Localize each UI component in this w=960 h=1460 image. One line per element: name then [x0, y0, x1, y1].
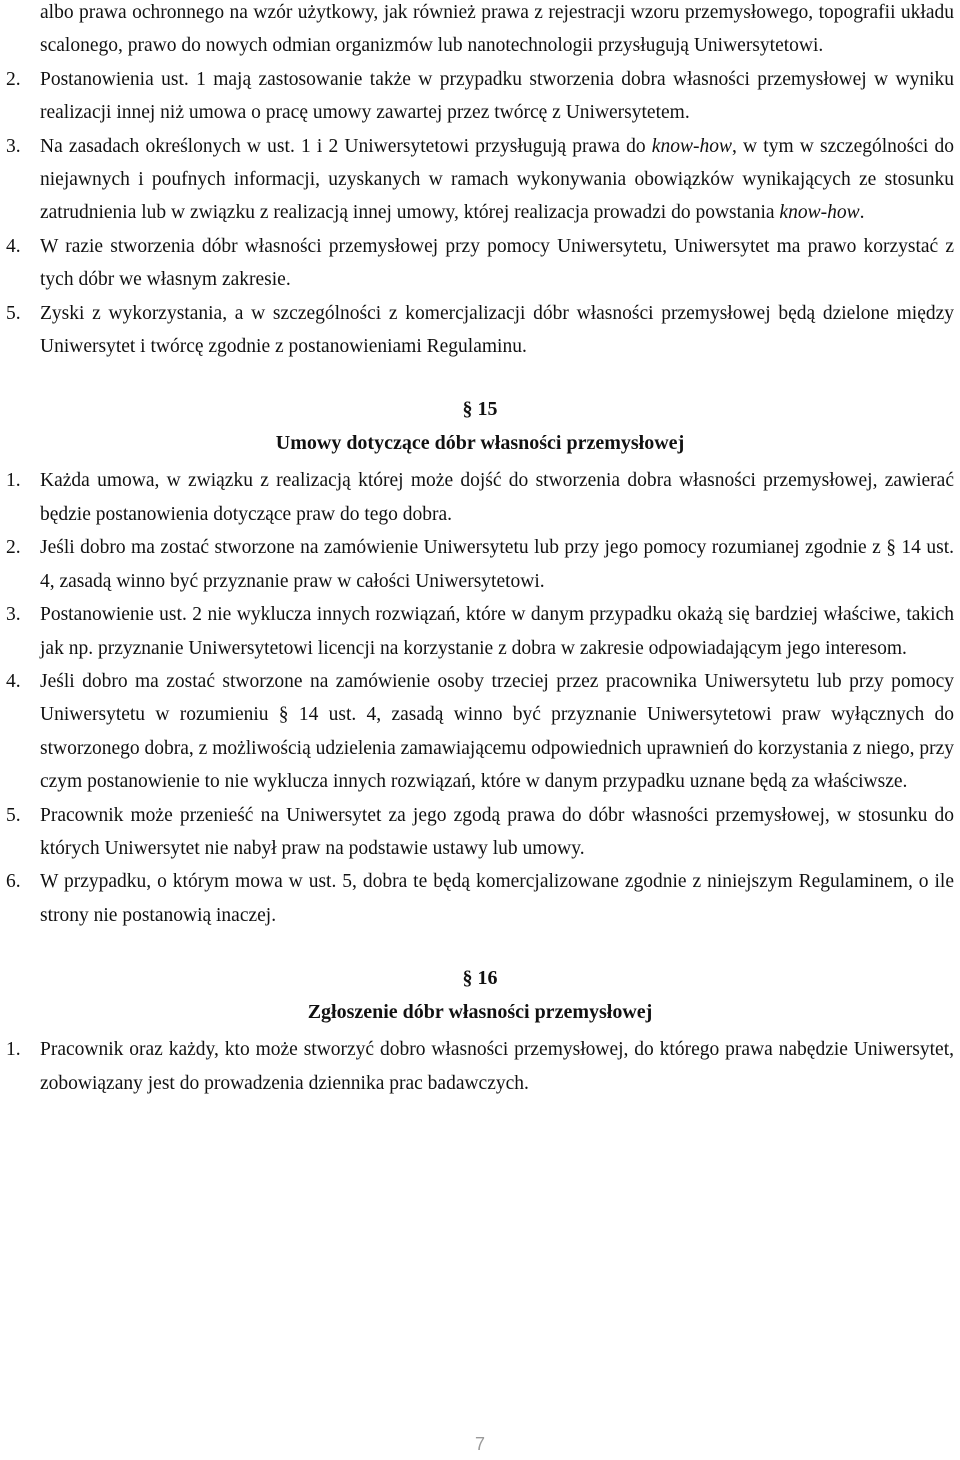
- section16-title: Zgłoszenie dóbr własności przemysłowej: [307, 1001, 653, 1024]
- item-number: 4.: [6, 235, 21, 257]
- section14-item-4: [0, 230, 954, 297]
- item-text: Jeśli dobro ma zostać stworzone na zamówienie Uniwersytetu lub przy jego pomocy rozumianej zgodnie z § 14 ust. 4, zasadą winno być przyznanie praw w całości Uniwersytetowi.: [40, 537, 954, 592]
- paragraph-text: albo prawa ochronnego na wzór użytkowy, jak również prawa z rejestracji wzoru przemysłowego, topografii układu scalonego, prawo do nowych odmian organizmów lub nanotechnologii przysługują Uniwersytetowi.: [40, 2, 954, 57]
- item-text: Każda umowa, w związku z realizacją której może dojść do stworzenia dobra własności przemysłowej, zawierać będzie postanowienia dotyczące praw do tego dobra.: [40, 470, 954, 525]
- item-text: W przypadku, o którym mowa w ust. 5, dobra te będą komercjalizowane zgodnie z niniejszym Regulaminem, o ile strony nie postanowią inaczej.: [40, 871, 954, 926]
- item-text: Jeśli dobro ma zostać stworzone na zamówienie osoby trzeciej przez pracownika Uniwersytetu lub przy pomocy Uniwersytetu w rozumieniu § 14 ust. 4, zasadą winno być przyznanie Uniwersytetowi praw wyłącznych do stworzonego dobra, z możliwością udzielenia zamawiającemu odpowiednich uprawnień do korzystania z niego, przy czym postanowienie to nie wyklucza innych rozwiązań, które w danym przypadku uznane będą za właściwsze.: [40, 670, 955, 793]
- item-text: Postanowienie ust. 2 nie wyklucza innych rozwiązań, które w danym przypadku okażą się bardziej właściwe, takich jak np. przyznanie Uniwersytetowi licencji na korzystanie z dobra w zakresie odpowiadającym jego interesom.: [40, 604, 954, 659]
- item-number: 2.: [6, 537, 21, 559]
- section15-item-4: [0, 665, 954, 799]
- item-text-part: , w tym w szczególności do niejawnych i poufnych informacji, uzyskanych w ramach wykonywania obowiązków wynikających ze stosunku zatrudnienia lub w związku z realizacją innej umowy, której realizacja prowadzi do powstania: [40, 135, 954, 224]
- item-number: 4.: [6, 670, 21, 692]
- section15-number: § 15: [462, 398, 498, 421]
- section15-item-6: [0, 865, 954, 932]
- section15-item-2: [0, 531, 954, 598]
- item-text: W razie stworzenia dóbr własności przemysłowej przy pomocy Uniwersytetu, Uniwersytet ma prawo korzystać z tych dóbr we własnym zakresie.: [40, 235, 954, 291]
- section15-item-3: [0, 598, 954, 665]
- item-number: 3.: [6, 604, 21, 626]
- item-text: Pracownik oraz każdy, kto może stworzyć dobro własności przemysłowej, do którego prawa nabędzie Uniwersytet, zobowiązany jest do prowadzenia dziennika prac badawczych.: [40, 1039, 954, 1094]
- page-number: 7: [474, 1434, 485, 1454]
- item-number: 5.: [6, 302, 21, 324]
- item-number: 3.: [6, 135, 21, 157]
- section16-item-1: [0, 1033, 954, 1100]
- section15-item-1: [0, 464, 954, 531]
- item-number: 1.: [6, 470, 21, 492]
- know-how-term: know-how: [779, 202, 860, 224]
- item-text-part: .: [859, 202, 865, 224]
- section15-title: Umowy dotyczące dóbr własności przemysłowej: [275, 432, 685, 455]
- section15-item-5: [0, 799, 954, 866]
- section14-item-5: [0, 297, 954, 364]
- item-number: 6.: [6, 871, 21, 893]
- item-text-part: Na zasadach określonych w ust. 1 i 2 Uniwersytetowi przysługują prawa do: [40, 135, 652, 157]
- know-how-term: know-how: [651, 135, 732, 157]
- item-text: Postanowienia ust. 1 mają zastosowanie także w przypadku stworzenia dobra własności przemysłowej w wyniku realizacji innej niż umowa o pracę umowy zawartej przez twórcę z Uniwersytetem.: [40, 68, 954, 124]
- item-number: 5.: [6, 804, 21, 826]
- section16-number: § 16: [462, 967, 498, 990]
- item-number: 2.: [6, 68, 21, 90]
- item-text: Pracownik może przenieść na Uniwersytet za jego zgodą prawa do dóbr własności przemysłowej, w stosunku do których Uniwersytet nie nabył praw na podstawie ustawy lub umowy.: [40, 804, 954, 859]
- continued-paragraph: [0, 0, 954, 63]
- section14-item-2: [0, 63, 954, 130]
- section14-item-3: [0, 130, 954, 230]
- item-number: 1.: [6, 1039, 21, 1061]
- item-text: Zyski z wykorzystania, a w szczególności z komercjalizacji dóbr własności przemysłowej będą dzielone między Uniwersytet i twórcę zgodnie z postanowieniami Regulaminu.: [40, 302, 954, 358]
